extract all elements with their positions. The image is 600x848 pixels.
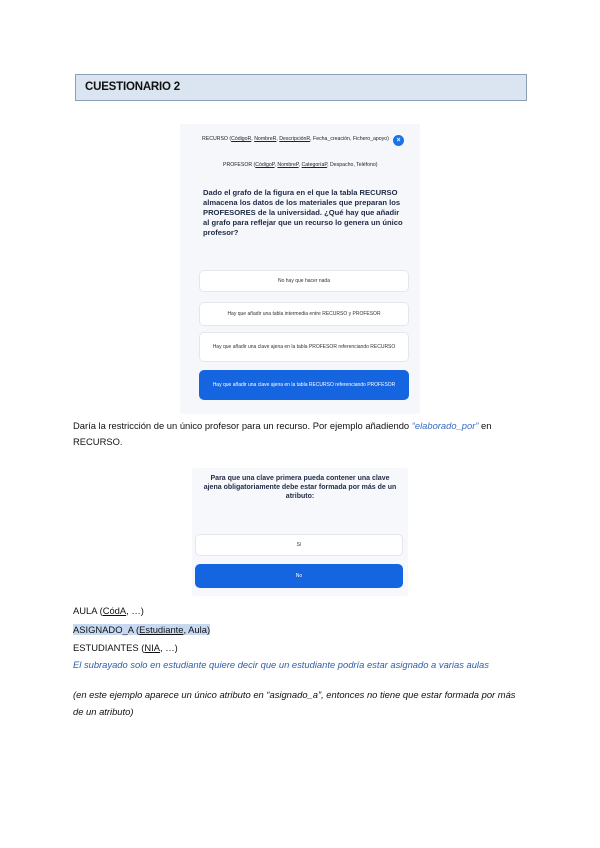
- close-icon[interactable]: ×: [393, 135, 404, 146]
- schema-recurso: RECURSO (CódigoR, NombreR, DescripciónR, Fecha_creación, Fichero_apoyo): [202, 136, 389, 142]
- schema-profesor: PROFESOR (CódigoP, NombreP, CategoríaP, Despacho, Teléfono): [223, 162, 378, 168]
- answer-option[interactable]: Hay que añadir una tabla intermedia entre RECURSO y PROFESOR: [199, 302, 409, 326]
- section-title: CUESTIONARIO 2: [85, 81, 180, 93]
- note-black: (en este ejemplo aparece un único atributo en “asignado_a”, entonces no tiene que estar formada por más de un atributo): [73, 689, 516, 717]
- schema-aula: AULA (CódA, …): [73, 605, 144, 616]
- answer-option-selected[interactable]: Hay que añadir una clave ajena en la tabla RECURSO referenciando PROFESOR: [199, 370, 409, 400]
- schema-estudiantes: ESTUDIANTES (NIA, …): [73, 642, 178, 653]
- answer-option[interactable]: No hay que hacer nada: [199, 270, 409, 292]
- quiz-screenshot-2: [192, 468, 408, 596]
- answer-option[interactable]: Sí: [195, 534, 403, 556]
- section-header: [75, 74, 527, 101]
- answer-option[interactable]: Hay que añadir una clave ajena en la tabla PROFESOR referenciando RECURSO: [199, 332, 409, 362]
- quiz-screenshot-1: [180, 124, 420, 414]
- question-text: Para que una clave primera pueda contener una clave ajena obligatoriamente debe estar formada por más de un atributo:: [203, 475, 397, 500]
- note-blue: El subrayado solo en estudiante quiere decir que un estudiante podría estar asignado a varias aulas: [73, 659, 489, 670]
- schema-asignado: ASIGNADO_A (Estudiante, Aula): [73, 624, 211, 635]
- answer-option-selected[interactable]: No: [195, 564, 403, 588]
- answer-paragraph: Daría la restricción de un único profesor para un recurso. Por ejemplo añadiendo “elaborado_por” en RECURSO.: [73, 420, 492, 447]
- question-text: Dado el grafo de la figura en el que la tabla RECURSO almacena los datos de los materiales que preparan los PROFESORES de la universidad. ¿Qué hay que añadir al grafo para reflejar que un recurso lo genera un único profesor?: [203, 188, 403, 237]
